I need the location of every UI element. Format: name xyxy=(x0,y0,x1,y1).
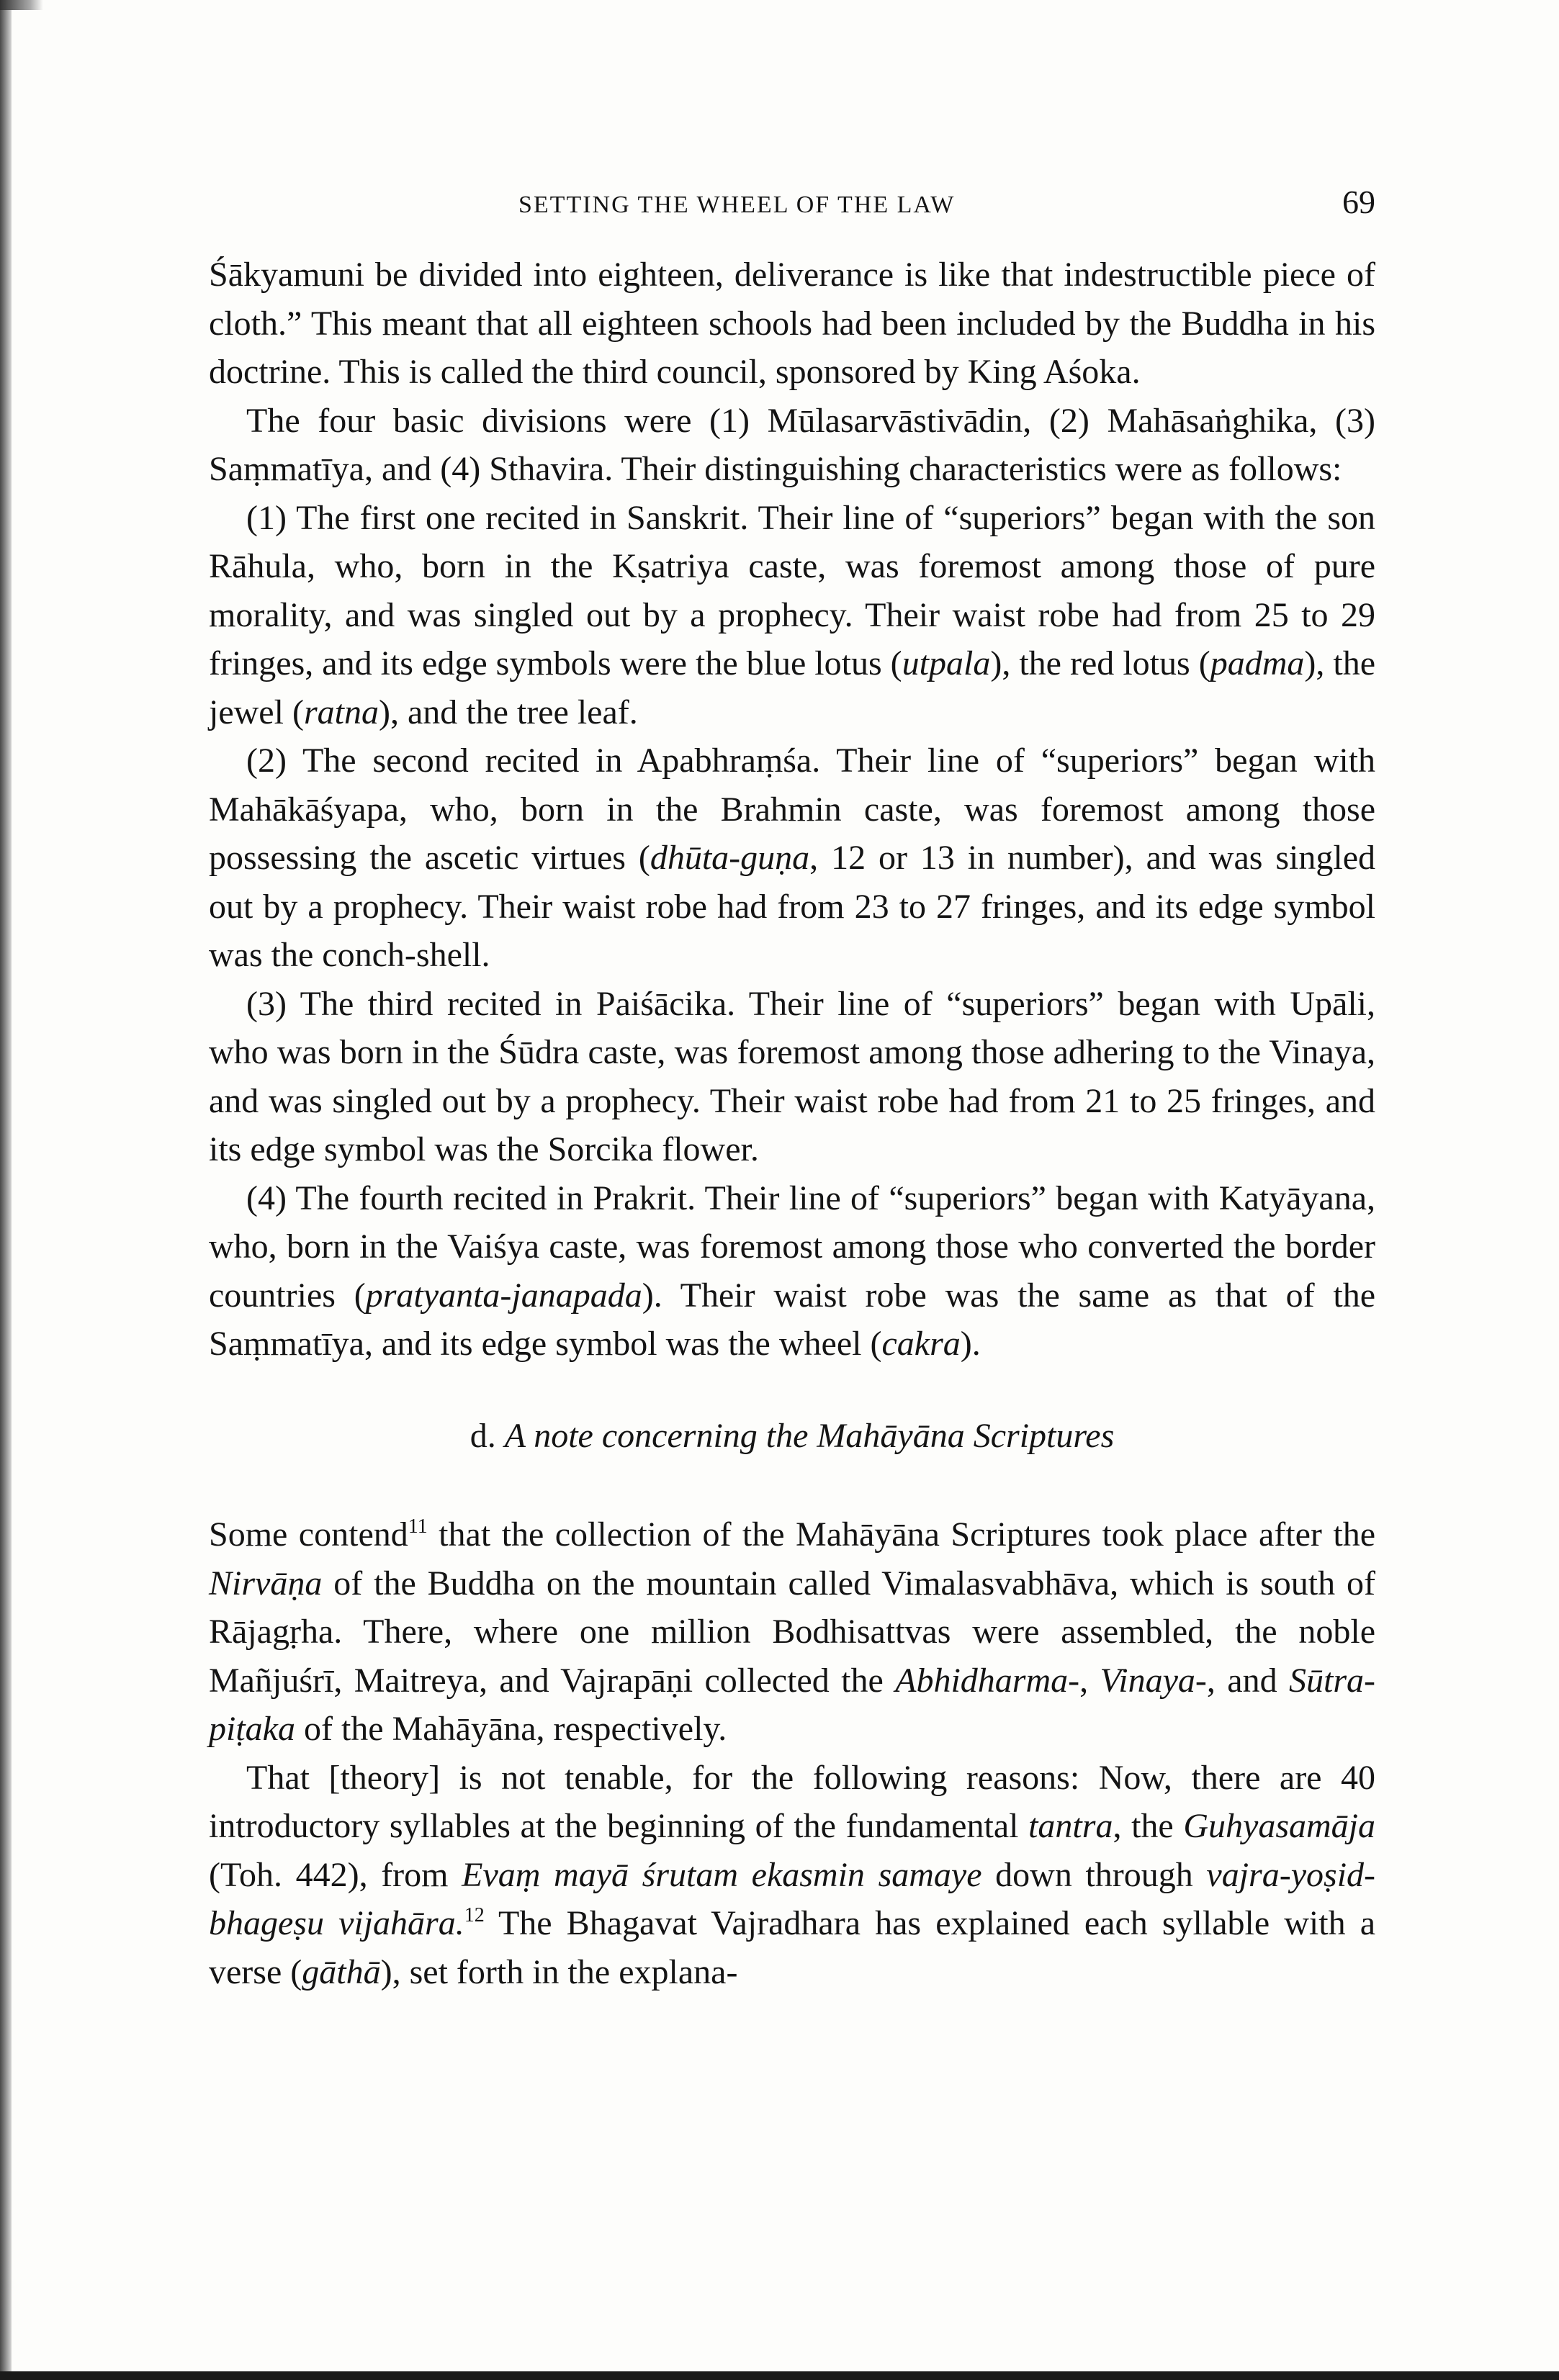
section-title: A note concerning the Mahāyāna Scriptures xyxy=(504,1416,1115,1455)
scan-binding-shadow xyxy=(0,0,12,2380)
scan-bottom-edge xyxy=(0,2371,1559,2380)
section-heading xyxy=(209,1412,1375,1461)
body-text xyxy=(209,251,1375,1996)
running-title: SETTING THE WHEEL OF THE LAW xyxy=(518,191,956,218)
running-header xyxy=(209,183,1375,226)
paragraph: Śākyamuni be divided into eighteen, deliverance is like that indestructible piece of cloth.” This meant that all eighteen schools had been included by the Buddha in his doctrine. This is called the third council, sponsored by King Aśoka. xyxy=(209,256,1375,391)
paragraph: (2) The second recited in Apabhraṃśa. Their line of “superiors” began with Mahākāśyapa, who, born in the Brahmin caste, was foremost among those possessing the ascetic virtues (dhūta-guṇa, 12 or 13 in number), and was singled out by a prophecy. Their waist robe had from 23 to 27 fringes, and its edge symbol was the conch-shell. xyxy=(209,742,1375,974)
footnote-marker: 12 xyxy=(464,1904,485,1926)
paragraph: (3) The third recited in Paiśācika. Their line of “superiors” began with Upāli, who was born in the Śūdra caste, was foremost among those adhering to the Vinaya, and was singled out by a prophecy. Their waist robe had from 21 to 25 fringes, and its edge symbol was the Sorcika flower. xyxy=(209,984,1375,1168)
paragraph: The four basic divisions were (1) Mūlasarvāstivādin, (2) Mahāsaṅghika, (3) Saṃmatīya, and (4) Sthavira. Their distinguishing characteristics were as follows: xyxy=(209,401,1375,488)
scan-corner-shadow xyxy=(0,0,43,10)
paragraph: (4) The fourth recited in Prakrit. Their line of “superiors” began with Katyāyana, who, born in the Vaiśya caste, was foremost among those who converted the border countries (pratyanta-janapada). Their waist robe was the same as that of the Saṃmatīya, and its edge symbol was the wheel (cakra). xyxy=(209,1178,1376,1363)
page-number: 69 xyxy=(1342,184,1375,220)
section-label: d. xyxy=(470,1416,496,1455)
paragraph: That [theory] is not tenable, for the following reasons: Now, there are 40 introductory syllables at the beginning of the fundamental tantra, the Guhyasamāja (Toh. 442), from Evaṃ mayā śrutam ekasmin samaye down through vajra-yoṣid-bhageṣu vijahāra.$^{12}$ The Bhagavat Vajradhara has explained each syllable with a verse (gāthā), set forth in the explana- xyxy=(209,1758,1376,1991)
paragraph: Some contend$^{11}$ that the collection of the Mahāyāna Scriptures took place after the Nirvāṇa of the Buddha on the mountain called Vimalasvabhāva, which is south of Rājagṛha. There, where one million Bodhisattvas were assembled, the noble Mañjuśrī, Maitreya, and Vajrapāṇi collected the Abhidharma-, Vinaya-, and Sūtra-piṭaka of the Mahāyāna, respectively. xyxy=(209,1515,1375,1748)
paragraph: (1) The first one recited in Sanskrit. Their line of “superiors” began with the son Rāhula, who, born in the Kṣatriya caste, was foremost among those of pure morality, and was singled out by a prophecy. Their waist robe had from 25 to 29 fringes, and its edge symbols were the blue lotus (utpala), the red lotus (padma), the jewel (ratna), and the tree leaf. xyxy=(209,498,1376,731)
footnote-marker: 11 xyxy=(408,1515,428,1538)
